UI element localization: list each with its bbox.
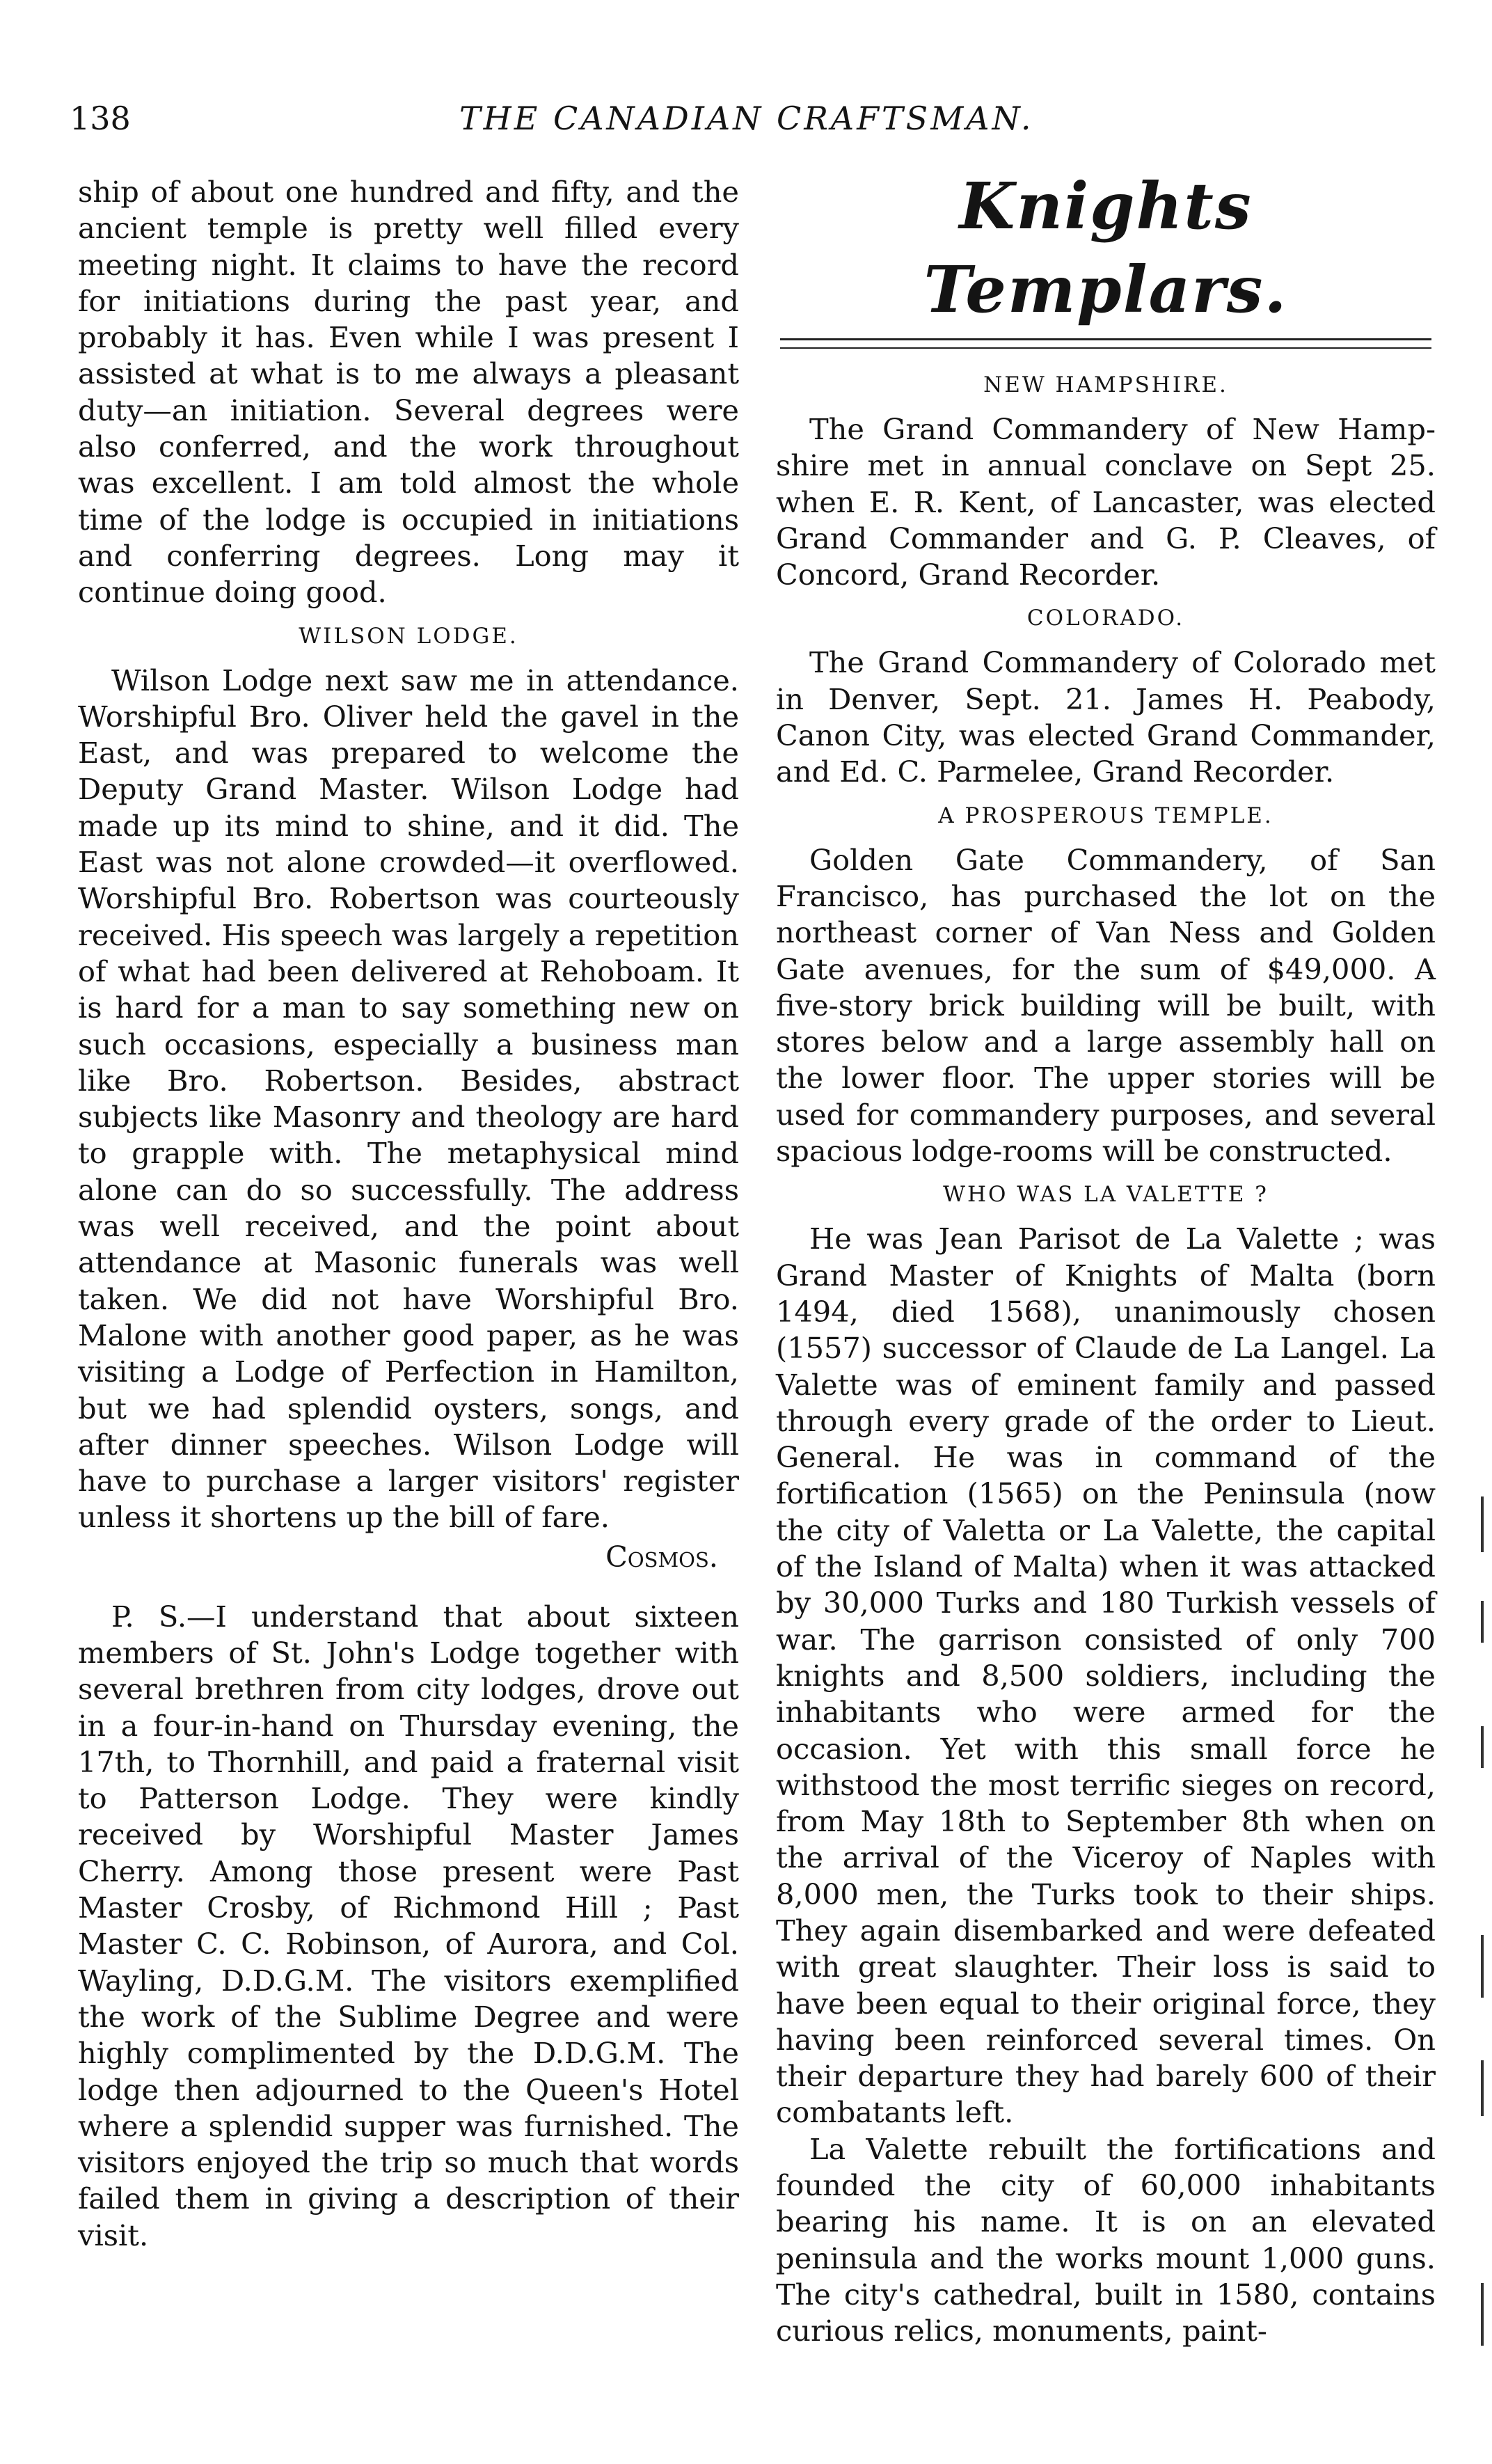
scan-margin-mark [1481, 1496, 1484, 1552]
knights-templars-title: Knights Templars. [923, 168, 1288, 327]
la-valette-paragraph-2: La Valette rebuilt the fortifications and founded the city of 60,000 inhabitants bearing his name. It is on an elevated peninsula and the works mount 1,000 guns. The city's cathedral, built in 1580, contains curious relics, monuments, paint- [776, 2131, 1436, 2348]
right-column [776, 168, 1436, 2350]
new-hampshire-paragraph: The Grand Commandery of New Hampshire met in annual conclave on Sept 25. when E. R. Kent, of Lancaster, was elected Grand Commander and G. P. Cleaves, of Concord, Grand Recorder. [776, 412, 1436, 592]
journal-title: THE CANADIAN CRAFTSMAN. [459, 100, 1034, 137]
double-rule-divider [780, 338, 1431, 349]
la-valette-paragraph-1: He was Jean Parisot de La Valette ; was Grand Master of Knights of Malta (born 1494, died 1568), unanimously chosen (1557) successor of Claude de La Langel. La Valette was of eminent family and passed through every grade of the order to Lieut. General. He was in command of the fortification (1565) on the Peninsula (now the city of Valetta or La Valette, the capital of the Island of Malta) when it was attacked by 30,000 Turks and 180 Turkish vessels of war. The garrison consisted of only 700 knights and 8,500 soldiers, including the inhabitants who were armed for the occasion. Yet with this small force he withstood the most terrific sieges on record, from May 18th to September 8th when on the arrival of the Viceroy of Naples with 8,000 men, the Turks took to their ships. They again disembarked and were defeated with great slaughter. Their loss is said to have been equal to their original force, they having been reinforced several times. On their departure they had barely 600 of their combatants left. [776, 1222, 1436, 2130]
left-column [78, 174, 739, 2254]
scan-margin-mark [1481, 2060, 1484, 2116]
prosperous-temple-paragraph: Golden Gate Commandery, of San Francisco, has purchased the lot on the northeast corner of Van Ness and Golden Gate avenues, for the sum of $49,000. A five-story brick building will be built, with stores below and a large assembly hall on the lower floor. The upper stories will be used for commandery purposes, and several spacious lodge-rooms will be constructed. [776, 842, 1436, 1169]
new-hampshire-heading: NEW HAMPSHIRE. [983, 372, 1228, 397]
postscript-paragraph: P. S.—I understand that about sixteen members of St. John's Lodge together with several brethren from city lodges, drove out in a four-in-hand on Thursday evening, the 17th, to Thornhill, and paid a fraternal visit to Patterson Lodge. They were kindly received by Worshipful Master James Cherry. Among those present were Past Master Crosby, of Richmond Hill ; Past Master C. C. Robinson, of Aurora, and Col. Wayling, D.D.G.M. The visitors exemplified the work of the Sublime Degree and were highly complimented by the D.D.G.M. The lodge then adjourned to the Queen's Hotel where a splendid supper was furnished. The visitors enjoyed the trip so much that words failed them in giving a description of their visit. [78, 1599, 739, 2252]
wilson-lodge-heading: WILSON LODGE. [299, 623, 518, 649]
scan-margin-mark [1481, 1601, 1484, 1643]
intro-paragraph: ship of about one hundred and fifty, and the ancient temple is pretty well filled every meeting night. It claims to have the record for initiations during the past year, and probably it has. Even while I was present I assisted at what is to me always a pleasant duty—an initiation. Several degrees were also conferred, and the work throughout was excellent. I am told almost the whole time of the lodge is occupied in initiations and conferring degrees. Long may it continue doing good. [78, 175, 739, 610]
la-valette-heading: WHO WAS LA VALETTE ? [943, 1182, 1269, 1208]
signature: Cosmos. [605, 1539, 718, 1574]
scan-margin-mark [1481, 1935, 1484, 1998]
colorado-paragraph: The Grand Commandery of Colorado met in Denver, Sept. 21. James H. Peabody, Canon City, was elected Grand Commander, and Ed. C. Parmelee, Grand Recorder. [776, 645, 1436, 789]
prosperous-temple-heading: A PROSPEROUS TEMPLE. [938, 803, 1273, 828]
wilson-lodge-paragraph: Wilson Lodge next saw me in attendance. Worshipful Bro. Oliver held the gavel in the East, and was prepared to welcome the Deputy Grand Master. Wilson Lodge had made up its mind to shine, and it did. The East was not alone crowded—it overflowed. Worshipful Bro. Robertson was courteously received. His speech was largely a repetition of what had been delivered at Rehoboam. It is hard for a man to say something new on such occasions, especially a business man like Bro. Robertson. Besides, abstract subjects like Masonry and theology are hard to grapple with. The metaphysical mind alone can do so successfully. The address was well received, and the point about attendance at Masonic funerals was well taken. We did not have Worshipful Bro. Malone with another good paper, as he was visiting a Lodge of Perfection in Hamilton, but we had splendid oysters, songs, and after dinner speeches. Wilson Lodge will have to purchase a larger visitors' register unless it shortens up the bill of fare. [78, 663, 739, 1535]
running-head [70, 97, 1392, 146]
colorado-heading: COLORADO. [1026, 606, 1185, 631]
scan-margin-mark [1481, 2283, 1484, 2346]
scan-margin-mark [1481, 1726, 1484, 1768]
page-number: 138 [70, 100, 131, 137]
